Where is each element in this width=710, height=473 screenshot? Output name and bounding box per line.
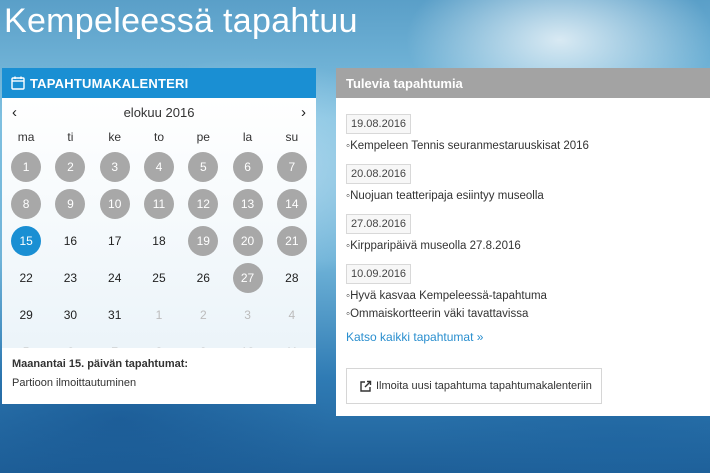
upcoming-event-link[interactable]: ◦Nuojuan teatteripaja esiintyy museolla xyxy=(346,190,544,202)
upcoming-header: Tulevia tapahtumia xyxy=(336,68,710,98)
event-date: 10.09.2016 xyxy=(346,264,411,284)
calendar-cell xyxy=(137,296,181,333)
calendar-day[interactable]: 29 xyxy=(19,307,33,322)
calendar-day[interactable]: 16 xyxy=(63,233,78,248)
calendar-cell xyxy=(181,148,225,185)
selected-day-heading: Maanantai 15. päivän tapahtumat: xyxy=(12,358,189,370)
calendar-day[interactable]: 21 xyxy=(277,226,307,256)
calendar-cell xyxy=(4,296,48,333)
selected-day-events xyxy=(2,348,316,404)
calendar-day-today[interactable]: 15 xyxy=(11,226,41,256)
next-month-button[interactable]: › xyxy=(301,103,306,121)
calendar-day-other-month[interactable]: 1 xyxy=(155,307,163,322)
upcoming-group xyxy=(346,214,706,255)
calendar-nav xyxy=(2,98,316,126)
weekday-header: la xyxy=(242,130,253,144)
calendar-day[interactable]: 2 xyxy=(55,152,85,182)
calendar-cell xyxy=(93,222,137,259)
calendar-day[interactable]: 28 xyxy=(285,270,299,285)
upcoming-event-link[interactable]: ◦Hyvä kasvaa Kempeleessä-tapahtuma xyxy=(346,290,547,302)
calendar-day[interactable]: 12 xyxy=(188,189,218,219)
calendar-day[interactable]: 8 xyxy=(11,189,41,219)
calendar-cell xyxy=(48,222,92,259)
see-all-events-link[interactable]: Katso kaikki tapahtumat » xyxy=(346,330,484,344)
calendar-cell xyxy=(93,148,137,185)
weekday-header: ti xyxy=(67,130,74,144)
calendar-cell xyxy=(270,185,314,222)
calendar-cell xyxy=(48,185,92,222)
calendar-day[interactable]: 17 xyxy=(108,233,122,248)
calendar-day-other-month[interactable]: 2 xyxy=(199,307,207,322)
upcoming-group xyxy=(346,114,706,155)
calendar-cell xyxy=(181,296,225,333)
calendar-cell xyxy=(93,185,137,222)
weekday-header: su xyxy=(285,130,299,144)
prev-month-button[interactable]: ‹ xyxy=(12,103,17,121)
calendar-cell xyxy=(93,259,137,296)
calendar-day[interactable]: 1 xyxy=(11,152,41,182)
calendar-day[interactable]: 25 xyxy=(152,270,166,285)
calendar-cell xyxy=(48,296,92,333)
calendar-grid xyxy=(2,126,316,370)
page-title: Kempeleessä tapahtuu xyxy=(4,2,358,40)
calendar-cell xyxy=(181,259,225,296)
calendar-day[interactable]: 14 xyxy=(277,189,307,219)
calendar-day-other-month[interactable]: 4 xyxy=(288,307,296,322)
calendar-day[interactable]: 5 xyxy=(188,152,218,182)
calendar-panel xyxy=(2,68,316,404)
calendar-cell xyxy=(225,222,269,259)
upcoming-list xyxy=(346,114,706,332)
upcoming-event-link[interactable]: ◦Kirpparipäivä museolla 27.8.2016 xyxy=(346,240,521,252)
calendar-day[interactable]: 31 xyxy=(108,307,122,322)
calendar-header xyxy=(2,68,316,98)
upcoming-group xyxy=(346,164,706,205)
calendar-day[interactable]: 30 xyxy=(63,307,78,322)
calendar-day[interactable]: 7 xyxy=(277,152,307,182)
calendar-cell xyxy=(270,296,314,333)
calendar-cell xyxy=(225,259,269,296)
calendar-day[interactable]: 6 xyxy=(233,152,263,182)
event-date: 20.08.2016 xyxy=(346,164,411,184)
calendar-day[interactable]: 26 xyxy=(196,270,210,285)
calendar-day[interactable]: 11 xyxy=(144,189,174,219)
calendar-header-label: TAPAHTUMAKALENTERI xyxy=(30,75,189,91)
calendar-cell xyxy=(4,222,48,259)
calendar-day[interactable]: 9 xyxy=(55,189,85,219)
calendar-cell xyxy=(4,259,48,296)
calendar-day[interactable]: 20 xyxy=(233,226,263,256)
calendar-cell xyxy=(137,148,181,185)
event-date: 27.08.2016 xyxy=(346,214,411,234)
upcoming-event-link[interactable]: ◦Ommaiskortteerin väki tavattavissa xyxy=(346,308,529,320)
external-link-icon xyxy=(359,380,372,393)
calendar-cell xyxy=(137,222,181,259)
calendar-cell xyxy=(4,185,48,222)
calendar-cell xyxy=(48,259,92,296)
calendar-day[interactable]: 4 xyxy=(144,152,174,182)
calendar-cell xyxy=(48,148,92,185)
event-date: 19.08.2016 xyxy=(346,114,411,134)
calendar-day-other-month[interactable]: 3 xyxy=(244,307,251,322)
calendar-body xyxy=(2,98,316,348)
calendar-day[interactable]: 27 xyxy=(233,263,263,293)
weekday-header: ke xyxy=(108,130,122,144)
calendar-day[interactable]: 24 xyxy=(108,270,122,285)
weekday-header: ma xyxy=(17,130,35,144)
calendar-day[interactable]: 23 xyxy=(63,270,78,285)
calendar-cell xyxy=(270,222,314,259)
weekday-header: to xyxy=(153,130,164,144)
calendar-day[interactable]: 18 xyxy=(152,233,166,248)
calendar-cell xyxy=(225,296,269,333)
month-label: elokuu 2016 xyxy=(123,104,195,120)
upcoming-events-panel xyxy=(336,68,710,416)
calendar-day[interactable]: 10 xyxy=(100,189,130,219)
calendar-day[interactable]: 13 xyxy=(233,189,263,219)
calendar-cell xyxy=(137,185,181,222)
calendar-cell xyxy=(225,148,269,185)
report-event-label: Ilmoita uusi tapahtuma tapahtumakalenteriin xyxy=(376,380,592,392)
report-event-button[interactable] xyxy=(346,368,602,404)
calendar-cell xyxy=(270,148,314,185)
selected-day-event[interactable]: Partioon ilmoittautuminen xyxy=(12,377,137,389)
calendar-cell xyxy=(4,148,48,185)
calendar-cell xyxy=(181,222,225,259)
upcoming-event-link[interactable]: ◦Kempeleen Tennis seuranmestaruuskisat 2016 xyxy=(346,140,589,152)
calendar-cell xyxy=(181,185,225,222)
calendar-cell xyxy=(137,259,181,296)
calendar-icon xyxy=(11,76,25,90)
upcoming-group xyxy=(346,264,706,323)
calendar-cell xyxy=(93,296,137,333)
calendar-day[interactable]: 19 xyxy=(188,226,218,256)
calendar-day[interactable]: 22 xyxy=(19,270,33,285)
calendar-cell xyxy=(270,259,314,296)
calendar-day[interactable]: 3 xyxy=(100,152,130,182)
weekday-header: pe xyxy=(196,130,210,144)
calendar-cell xyxy=(225,185,269,222)
